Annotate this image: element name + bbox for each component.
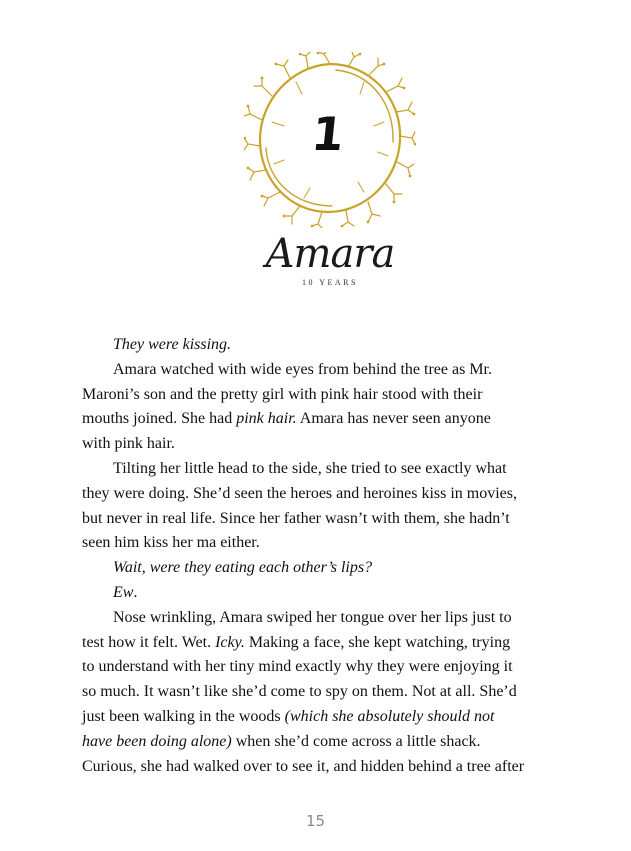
page-number: 15 bbox=[305, 812, 326, 830]
text-segment: they were doing. She’d seen the heroes and heroines kiss in movies, bbox=[82, 484, 518, 502]
chapter-number: 1 bbox=[309, 107, 347, 161]
text-line bbox=[82, 631, 552, 656]
text-segment: Amara watched with wide eyes from behind the tree as Mr. bbox=[113, 360, 492, 378]
text-line bbox=[82, 556, 552, 581]
text-segment: Maroni’s son and the pretty girl with pink hair stood with their bbox=[82, 385, 483, 403]
text-line bbox=[82, 457, 552, 482]
text-line bbox=[82, 655, 552, 680]
text-segment: . bbox=[133, 583, 138, 601]
text-segment: Amara has never seen anyone bbox=[296, 410, 491, 428]
text-line bbox=[82, 482, 552, 507]
italic-text-segment: Ew bbox=[113, 583, 134, 601]
text-segment: but never in real life. Since her father wasn’t with them, she hadn’t bbox=[82, 509, 510, 527]
chapter-title: Amara bbox=[265, 231, 395, 277]
italic-text-segment: have been doing alone) bbox=[82, 732, 232, 750]
text-segment: when she’d come across a little shack. bbox=[231, 732, 481, 750]
text-line bbox=[82, 358, 552, 383]
italic-text-segment: pink hair. bbox=[236, 410, 297, 428]
italic-text-segment: Wait, were they eating each other’s lips? bbox=[113, 559, 373, 577]
text-segment: Curious, she had walked over to see it, and hidden behind a tree after bbox=[82, 757, 525, 775]
text-line bbox=[82, 407, 552, 432]
italic-text-segment: (which she absolutely should not bbox=[284, 707, 495, 725]
text-line bbox=[82, 755, 552, 780]
text-line bbox=[82, 680, 552, 705]
italic-text-segment: Icky. bbox=[215, 633, 245, 651]
text-line bbox=[82, 531, 552, 556]
text-segment: Nose wrinkling, Amara swiped her tongue over her lips just to bbox=[113, 608, 512, 626]
golden-branch-wreath-icon bbox=[244, 52, 416, 228]
text-segment: seen him kiss her ma either. bbox=[82, 534, 260, 552]
text-segment: to understand with her tiny mind exactly why they were enjoying it bbox=[82, 658, 513, 676]
text-segment: test how it felt. Wet. bbox=[82, 633, 216, 651]
text-segment: with pink hair. bbox=[82, 435, 175, 453]
text-line bbox=[82, 333, 552, 358]
italic-text-segment: They were kissing. bbox=[113, 336, 232, 353]
chapter-body-text bbox=[82, 333, 552, 779]
text-segment: mouths joined. She had bbox=[82, 410, 237, 428]
chapter-subtitle: 10 YEARS bbox=[302, 278, 358, 287]
text-line bbox=[82, 581, 552, 606]
text-line bbox=[82, 606, 552, 631]
text-segment: Tilting her little head to the side, she tried to see exactly what bbox=[113, 459, 507, 477]
text-segment: Making a face, she kept watching, trying bbox=[244, 633, 511, 651]
text-segment: so much. It wasn’t like she’d come to spy on them. Not at all. She’d bbox=[82, 683, 517, 701]
text-segment: just been walking in the woods bbox=[82, 707, 285, 725]
text-line bbox=[82, 730, 552, 755]
text-line bbox=[82, 432, 552, 457]
text-line bbox=[82, 507, 552, 532]
text-line bbox=[82, 383, 552, 408]
text-line bbox=[82, 705, 552, 730]
